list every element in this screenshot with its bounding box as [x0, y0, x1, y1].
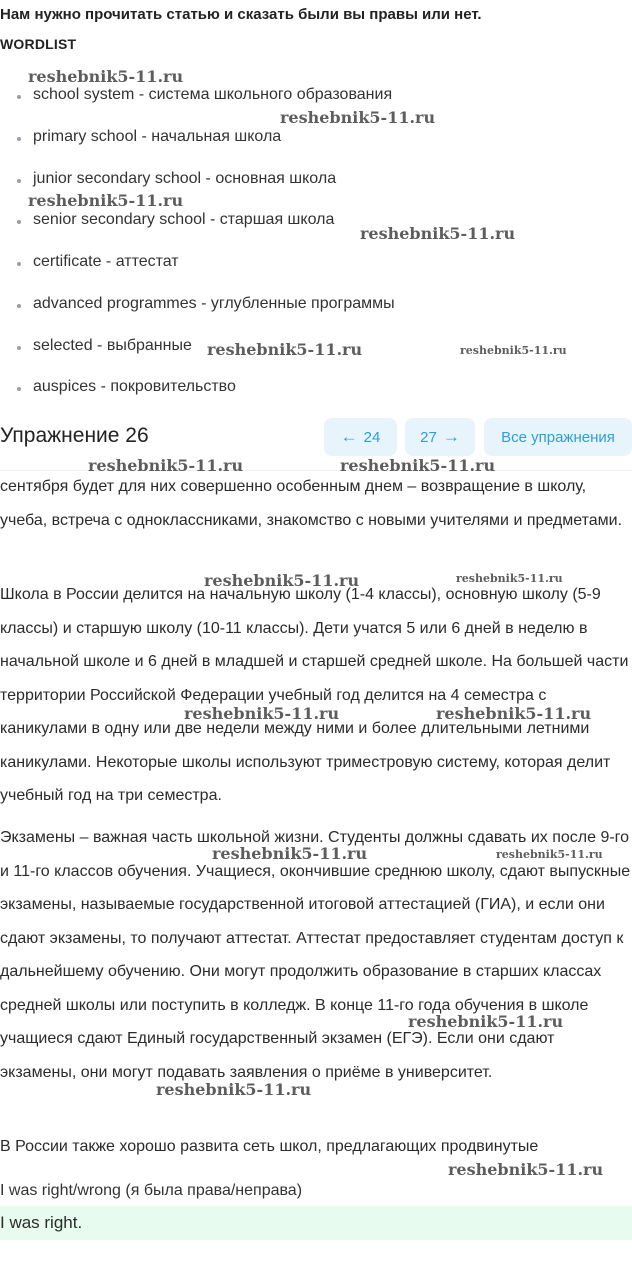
watermark: reshebnik5-11.ru	[340, 456, 496, 475]
arrow-right-icon: →	[442, 427, 460, 446]
article-paragraph: Школа в России делится на начальную школу (1-4 классы), основную школу (5-9 классы) и старшую школу (10-11 классы). Дети учатся 5 или 6 дней в неделю в начальной школе и 6 дней в младшей и старшей средней школе. На большей части территории Российской Федерации учебный год делится на 4 семестра с каникулами в одну или две недели между ними и более длительными летними каникулами. Некоторые школы используют триместровую систему, которая делит учебный год на три семестра.	[0, 586, 629, 804]
article-paragraph: В России также хорошо развита сеть школ, предлагающих продвинутые	[0, 1138, 539, 1155]
wordlist-item: junior secondary school - основная школа	[18, 170, 336, 188]
wordlist-item: auspices - покровительство	[18, 378, 236, 396]
all-exercises-button[interactable]	[484, 418, 632, 456]
answer-text: I was right.	[0, 1213, 83, 1232]
question-label: I was right/wrong (я была права/неправа)	[0, 1182, 303, 1199]
wordlist-heading: WORDLIST	[0, 36, 77, 52]
article-paragraph: сентября будет для них совершенно особенным днем – возвращение в школу, учеба, встреча с одноклассниками, знакомство с новыми учителями и предметами.	[0, 478, 623, 529]
wordlist-item: primary school - начальная школа	[18, 128, 281, 146]
watermark: reshebnik5-11.ru	[204, 571, 360, 590]
watermark: reshebnik5-11.ru	[212, 844, 368, 863]
watermark: reshebnik5-11.ru	[408, 1012, 564, 1031]
watermark: reshebnik5-11.ru	[436, 704, 592, 723]
watermark: reshebnik5-11.ru	[184, 704, 340, 723]
article-paragraph: Экзамены – важная часть школьной жизни. Студенты должны сдавать их после 9-го и 11-го классов обучения. Учащиеся, окончившие среднюю школу, сдают выпускные экзамены, называемые государственной итоговой аттестацией (ГИА), и если они сдают экзамены, то получают аттестат. Аттестат предоставляет студентам доступ к дальнейшему обучению. Они могут продолжить образование в старших классах средней школы или поступить в колледж. В конце 11-го года обучения в школе учащиеся сдают Единый государственный экзамен (ЕГЭ). Если они сдают экзамены, они могут подавать заявления о приёме в университет.	[0, 829, 631, 1081]
wordlist-item: advanced programmes - углубленные программы	[18, 295, 395, 313]
all-exercises-label: Все упражнения	[501, 428, 615, 446]
prev-exercise-label: 24	[363, 428, 381, 446]
exercise-title: Упражнение 26	[0, 424, 149, 447]
watermark: reshebnik5-11.ru	[28, 191, 184, 210]
watermark: reshebnik5-11.ru	[28, 67, 184, 86]
next-exercise-label: 27	[420, 428, 437, 446]
arrow-left-icon: ←	[340, 427, 358, 446]
watermark: reshebnik5-11.ru	[156, 1080, 312, 1099]
watermark: reshebnik5-11.ru	[496, 848, 603, 861]
prev-exercise-button[interactable]	[324, 418, 397, 456]
watermark: reshebnik5-11.ru	[448, 1160, 604, 1179]
next-exercise-button[interactable]	[405, 418, 475, 456]
watermark: reshebnik5-11.ru	[207, 340, 363, 359]
wordlist-item: selected - выбранные	[18, 337, 192, 355]
answer-box	[0, 1206, 632, 1240]
watermark: reshebnik5-11.ru	[456, 572, 563, 585]
watermark: reshebnik5-11.ru	[280, 108, 436, 127]
wordlist-item: certificate - аттестат	[18, 253, 179, 271]
watermark: reshebnik5-11.ru	[88, 456, 244, 475]
task-instruction: Нам нужно прочитать статью и сказать были вы правы или нет.	[0, 6, 482, 23]
watermark: reshebnik5-11.ru	[360, 224, 516, 243]
wordlist-item: school system - система школьного образования	[18, 86, 392, 104]
wordlist-item: senior secondary school - старшая школа	[18, 211, 334, 229]
watermark: reshebnik5-11.ru	[460, 344, 567, 357]
